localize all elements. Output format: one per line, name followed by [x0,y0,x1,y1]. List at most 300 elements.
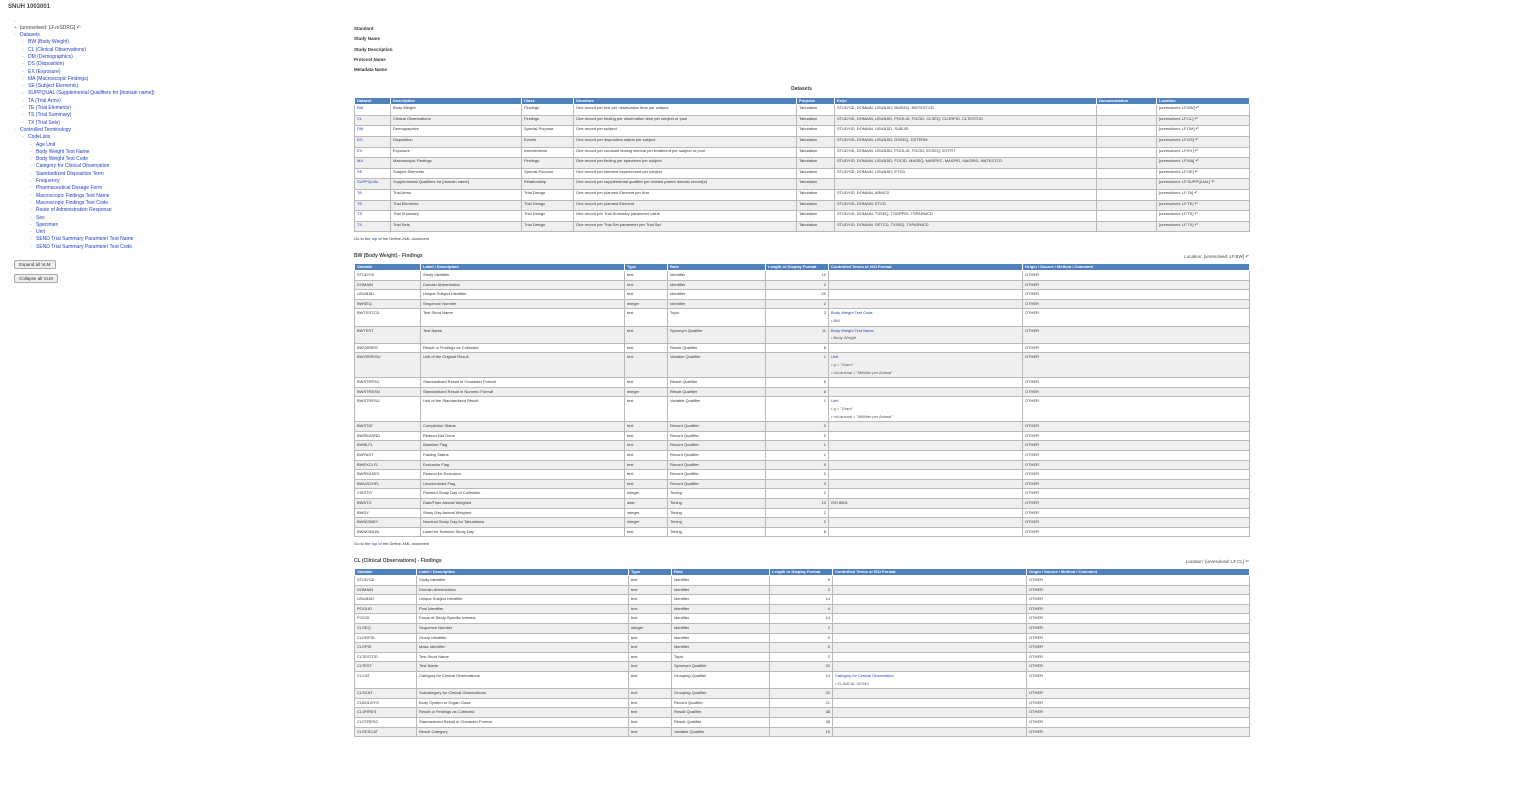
bw-location[interactable]: Location: [unresolved: LF.BW] ↶ [1184,253,1249,259]
table-row [355,200,1250,211]
variable-origin: OTHER [1025,354,1039,360]
sidebar-item-codelist[interactable] [30,142,188,149]
variable-type: text [627,272,634,278]
sidebar-codelist-link[interactable]: SEND Trial Summary Parameter Test Name [36,236,134,243]
tree-toggle-icon[interactable]: - [14,32,16,39]
tree-bullet-icon: + [14,24,17,31]
table-cell[interactable] [1157,168,1250,179]
table-row [355,147,1250,158]
dataset-location-link[interactable]: [unresolved: LF.DM] ↶ [1159,126,1200,132]
dataset-link[interactable]: SUPPQUAL [357,179,379,185]
variable-role: Timing [670,509,682,515]
table-cell[interactable] [355,179,391,190]
table-cell [770,672,833,689]
dataset-link[interactable]: EX [357,147,363,153]
dataset-location-link[interactable]: [unresolved: LF.CL] ↶ [1159,115,1198,121]
sidebar-item-codelist[interactable] [30,236,188,243]
nav-codelists-header[interactable]: - CodeLists [22,134,51,141]
table-row [355,271,1250,281]
table-cell [355,397,421,422]
sidebar-item-codelist[interactable] [30,163,188,170]
table-cell [629,652,672,662]
variable-type: text [631,663,638,669]
dataset-location-link[interactable]: [unresolved: LF.TX] ↶ [1159,221,1198,227]
table-cell [417,672,629,689]
table-cell [770,643,833,653]
variable-label: Date/Time Animal Weighed [423,499,472,505]
table-row [355,508,1250,518]
table-cell [421,299,625,309]
variable-origin: OTHER [1029,634,1043,640]
table-cell [833,595,1027,605]
table-cell [625,498,668,508]
table-cell [417,643,629,653]
column-header: Label / Description [417,568,629,576]
dataset-location-link[interactable]: [unresolved: LF.SUPPQUAL] ↶ [1159,179,1215,185]
tree-bullet-icon: - [22,53,24,60]
tree-toggle-icon[interactable]: - [14,126,16,133]
table-cell [835,168,1097,179]
dataset-link[interactable]: SE [357,168,363,174]
dataset-link[interactable]: TS [357,211,363,217]
codelist-link[interactable]: Body Weight Test Code [831,310,873,316]
table-cell [1027,624,1250,634]
sidebar-codelist-link[interactable]: Standardized Disposition Term [36,170,104,177]
variable-role: Identifier [674,596,690,602]
table-cell[interactable] [1157,158,1250,169]
tree-bullet-icon: - [22,90,24,97]
sidebar-codelist-link[interactable]: Sex [36,214,45,221]
variable-label: Fasting Status [423,451,449,457]
nav-codelists-list [8,142,188,251]
dataset-link[interactable]: BW [357,105,364,111]
sidebar-codelist-link[interactable]: Category for Clinical Observation [36,163,110,170]
table-cell [629,576,672,586]
sidebar-item-codelist[interactable] [30,171,188,178]
sidebar-codelist-link[interactable]: Unit [36,229,45,236]
variable-name: BWNOMDY [357,519,379,525]
table-cell [766,299,829,309]
goto-top-line: Go to the top of the Define-XML document [354,236,430,242]
table-cell [835,189,1097,200]
variable-origin: OTHER [1025,291,1039,297]
nav-tree [8,18,188,40]
column-header: Label / Description [421,263,625,271]
table-cell [829,378,1023,388]
table-cell [355,672,417,689]
table-row [355,353,1250,378]
variable-length: 1 [823,451,826,457]
table-cell [829,479,1023,489]
dataset-link[interactable]: TA [357,189,362,195]
table-cell [421,460,625,470]
table-cell [574,211,797,222]
nav-datasets[interactable]: - Datasets [14,32,40,39]
table-cell [1023,470,1250,480]
sidebar-codelist-link[interactable]: Route of Administration Response [36,207,112,214]
table-cell [835,211,1097,222]
table-cell[interactable] [355,221,391,232]
variable-origin: OTHER [1025,480,1039,486]
table-cell [574,200,797,211]
sidebar-dataset-link[interactable]: SE (Subject Elements) [28,83,79,90]
tree-bullet-icon: - [22,105,24,112]
sidebar-item-dataset[interactable] [22,90,188,97]
table-row [355,343,1250,353]
dataset-location-link[interactable]: [unresolved: LF.TA] ↶ [1159,189,1198,195]
sidebar-codelist-link[interactable]: Body Weight Test Code [36,156,89,163]
cell-text: STUDYID, DOMAIN, SETCD, TXSEQ, TXPARMCD [837,221,929,227]
variable-length: 1 [823,398,826,404]
codelist-link[interactable]: Body Weight Test Name [831,327,874,333]
variable-origin: OTHER [1029,673,1043,679]
table-cell [770,689,833,699]
table-cell [391,105,522,116]
sidebar-item-codelist[interactable] [30,156,188,163]
sidebar-item-dataset[interactable] [22,39,188,46]
table-row [355,498,1250,508]
variable-role: Timing [670,528,682,534]
variable-role: Record Qualifier [670,471,699,477]
sidebar-dataset-link[interactable]: TE (Trial Elements) [28,105,71,112]
table-cell [1097,221,1157,232]
nav-unresolved[interactable]: + [unresolved: LF.mSDRG] ↶ [14,24,81,31]
sidebar-codelist-link[interactable]: Frequency [36,178,60,185]
table-cell [355,299,421,309]
tree-bullet-icon: - [30,199,32,206]
table-cell[interactable] [355,158,391,169]
cell-text: Special-Purpose [524,168,554,174]
meta-standard: Standard [354,26,374,31]
table-cell[interactable] [1157,105,1250,116]
sidebar-item-codelist[interactable] [30,215,188,222]
variable-name: BWORRESU [357,354,381,360]
dataset-link[interactable]: MA [357,158,363,164]
table-row [355,137,1250,148]
table-cell[interactable] [1157,126,1250,137]
table-cell [574,189,797,200]
table-cell[interactable] [355,211,391,222]
variable-type: integer [627,509,640,515]
dataset-location-link[interactable]: [unresolved: LF.DS] ↶ [1159,137,1199,143]
cell-text: STUDYID, DOMAIN, TSSEQ, TSGRPID, TSPARMCD [837,211,933,217]
table-cell [417,576,629,586]
dataset-location-link[interactable]: [unresolved: LF.EX] ↶ [1159,147,1199,153]
table-cell[interactable] [355,147,391,158]
sidebar-item-codelist[interactable] [30,149,188,156]
table-cell [625,326,668,343]
variable-label: Test Short Name [423,310,453,316]
table-cell [668,271,766,281]
table-cell [672,633,770,643]
bw-section-title: BW (Body Weight) - Findings [354,253,423,260]
sidebar-dataset-link[interactable]: BW (Body Weight) [28,39,70,46]
sidebar-codelist-link[interactable]: Body Weight Test Name [36,148,90,155]
table-cell[interactable] [355,168,391,179]
codelist-link[interactable]: Unit [831,354,839,360]
dataset-link[interactable]: TX [357,221,363,227]
dataset-link[interactable]: DS [357,137,363,143]
sidebar-item-dataset[interactable] [22,61,188,68]
variable-type: text [631,718,638,724]
table-cell [1023,498,1250,508]
table-row [355,717,1250,727]
table-cell [829,470,1023,480]
variable-role: Variable Qualifier [670,398,701,404]
cell-text: One record per constant dosing interval per treatment per subject or pool [576,147,705,153]
sidebar-item-dataset[interactable] [22,76,188,83]
table-cell [417,585,629,595]
goto-top-link[interactable]: top [371,541,378,547]
tree-bullet-icon: - [30,163,32,170]
table-row [355,309,1250,326]
table-cell [1023,309,1250,326]
table-cell [421,431,625,441]
table-cell [1023,431,1250,441]
table-cell[interactable] [1157,115,1250,126]
table-cell [797,221,835,232]
column-header: Structure [574,97,797,105]
sidebar-item-dataset[interactable] [22,69,188,76]
cell-text: One record per planned Element per Arm [576,189,650,195]
variable-type: text [627,432,634,438]
table-cell [355,441,421,451]
table-cell [797,211,835,222]
table-cell [355,326,421,343]
sidebar-item-dataset[interactable] [22,98,188,105]
sidebar-dataset-link[interactable]: TA (Trial Arms) [28,97,61,104]
tree-bullet-icon: - [30,185,32,192]
cell-text: Trial Arms [393,189,411,195]
sidebar-dataset-link[interactable]: DM (Demographics) [28,53,73,60]
variable-type: text [631,605,638,611]
dataset-location-link[interactable]: [unresolved: LF.BW] ↶ [1159,105,1200,111]
sidebar-codelist-link[interactable]: SEND Trial Summary Parameter Test Code [36,243,133,250]
sidebar-dataset-link[interactable]: TS (Trial Summary) [28,112,72,119]
table-cell [391,221,522,232]
sidebar-dataset-link[interactable]: CL (Clinical Observations) [28,46,86,53]
table-cell[interactable] [1157,200,1250,211]
table-cell [1027,689,1250,699]
variable-name: FOCID [357,615,370,621]
variable-origin: OTHER [1029,663,1043,669]
variable-origin: OTHER [1029,728,1043,734]
table-cell[interactable] [1157,179,1250,190]
table-row [355,662,1250,672]
cell-text: Tabulation [799,115,818,121]
table-cell[interactable] [355,189,391,200]
cell-text: Tabulation [799,105,818,111]
sidebar-codelist-link[interactable]: Macroscopic Findings Test Code [36,199,109,206]
table-cell [668,378,766,388]
sidebar-dataset-link[interactable]: MA (Macroscopic Findings) [28,75,89,82]
table-row [355,489,1250,499]
cell-text: Exposure [393,147,410,153]
sidebar-item-dataset[interactable] [22,54,188,61]
meta-study-description: Study Description [354,46,393,52]
table-cell [629,595,672,605]
table-cell [1027,698,1250,708]
tree-bullet-icon: - [30,207,32,214]
table-cell [1023,387,1250,397]
cell-text: Tabulation [799,147,818,153]
table-cell [833,624,1027,634]
cell-text: Tabulation [799,179,818,185]
sidebar-item-dataset[interactable] [22,105,188,112]
nav-controlled-terminology[interactable]: - Controlled Terminology [14,126,72,133]
table-cell [829,431,1023,441]
variable-length: 38 [825,718,830,724]
table-cell [829,309,1023,326]
table-cell [355,662,417,672]
tree-toggle-icon[interactable]: - [14,17,16,24]
table-cell [668,299,766,309]
variable-origin: OTHER [1029,644,1043,650]
table-cell[interactable] [1157,189,1250,200]
cell-text: Tabulation [799,158,818,164]
table-cell [797,126,835,137]
table-cell [522,179,574,190]
table-cell [668,450,766,460]
table-cell [629,624,672,634]
table-cell[interactable] [1157,211,1250,222]
sidebar-dataset-link[interactable]: TX (Trial Sets) [28,119,61,126]
sidebar-dataset-link[interactable]: EX (Exposure) [28,68,61,75]
table-cell[interactable] [1157,137,1250,148]
variable-origin: OTHER [1025,398,1039,404]
dataset-link[interactable]: CL [357,115,363,121]
variable-label: Standardized Result in Character Format [423,379,496,385]
variable-origin: OTHER [1025,499,1039,505]
variable-type: integer [627,300,640,306]
datasets-table [354,97,1250,233]
tree-bullet-icon: - [22,39,24,46]
table-cell[interactable] [355,137,391,148]
table-cell [668,280,766,290]
variable-type: text [627,398,634,404]
variable-role: Variable Qualifier [670,354,701,360]
cell-text: Tabulation [799,211,818,217]
table-cell [355,585,417,595]
sidebar-codelist-link[interactable]: Macroscopic Findings Test Name [36,192,110,199]
table-cell [625,397,668,422]
variable-role: Record Qualifier [670,442,699,448]
table-cell [355,479,421,489]
variable-origin: OTHER [1025,432,1039,438]
sidebar-nav [8,4,188,283]
table-row [355,460,1250,470]
table-cell [766,343,829,353]
table-cell [629,698,672,708]
collapse-all-vlm-button[interactable]: Collapse all VLM [14,274,58,283]
variable-length: 10 [825,728,830,734]
sidebar-item-dataset[interactable] [22,112,188,119]
sidebar-item-dataset[interactable] [22,120,188,127]
expand-all-vlm-button[interactable]: Expand all VLM [14,260,56,269]
sidebar-item-codelist[interactable] [30,193,188,200]
variable-role: Timing [670,519,682,525]
sidebar-codelist-link[interactable]: Age Unit [36,141,56,148]
variable-name: DOMAIN [357,586,373,592]
sidebar-item-codelist[interactable] [30,222,188,229]
sidebar-item-codelist[interactable] [30,244,188,251]
variable-length: 0 [823,480,826,486]
cell-text: One record per supplemental qualifier per related parent domain record(s) [576,179,707,185]
table-cell [766,387,829,397]
variable-origin: OTHER [1025,519,1039,525]
sidebar-item-dataset[interactable] [22,83,188,90]
variable-type: text [627,528,634,534]
column-header: Variable [355,263,421,271]
table-cell [355,280,421,290]
codelist-item: • BW [831,318,840,324]
table-cell [668,343,766,353]
cl-location[interactable]: Location: [unresolved: LF.CL] ↶ [1185,558,1249,564]
variable-length: 14 [825,615,830,621]
sidebar-item-codelist[interactable] [30,207,188,214]
variable-length: 2 [827,653,830,659]
sidebar-item-codelist[interactable] [30,178,188,185]
dataset-location-link[interactable]: [unresolved: LF.SE] ↶ [1159,168,1199,174]
sidebar-dataset-link[interactable]: DS (Disposition) [28,61,65,68]
variable-origin: OTHER [1025,490,1039,496]
cell-text: One record per Trial Summary parameter value [576,211,660,217]
sidebar-item-codelist[interactable] [30,229,188,236]
table-cell [672,698,770,708]
table-cell [421,387,625,397]
dataset-location-link[interactable]: [unresolved: LF.TE] ↶ [1159,200,1198,206]
table-cell[interactable] [1157,147,1250,158]
goto-top-link[interactable]: top [371,236,378,242]
variable-length: 21 [825,699,830,705]
table-cell [355,604,417,614]
table-cell[interactable] [355,126,391,137]
variable-label: Subcategory for Clinical Observations [419,690,486,696]
table-cell [1027,708,1250,718]
sidebar-dataset-link[interactable]: SUPPQUAL (Supplemental Qualifiers for [domain name]) [28,90,155,97]
table-cell [829,271,1023,281]
dataset-location-link[interactable]: [unresolved: LF.TS] ↶ [1159,211,1198,217]
codelist-link[interactable]: Category for Clinical Observation [835,673,894,679]
sidebar-codelist-link[interactable]: Pharmaceutical Dosage Form [36,185,103,192]
tree-bullet-icon: - [30,236,32,243]
table-cell[interactable] [1157,221,1250,232]
dataset-location-link[interactable]: [unresolved: LF.MA] ↶ [1159,158,1199,164]
meta-metadata-name: Metadata Name [354,67,388,73]
variable-label: Unscheduled Flag [423,480,456,486]
dataset-link[interactable]: TE [357,200,363,206]
table-cell [522,126,574,137]
table-cell [355,698,417,708]
table-cell[interactable] [355,105,391,116]
sidebar-item-codelist[interactable] [30,185,188,192]
sidebar-item-codelist[interactable] [30,200,188,207]
codelist-link[interactable]: Unit [831,398,839,404]
table-cell [829,280,1023,290]
table-cell [522,189,574,200]
tree-toggle-icon[interactable]: - [22,134,24,141]
table-row [355,105,1250,116]
sidebar-item-dataset[interactable] [22,47,188,54]
table-cell[interactable] [355,115,391,126]
variable-type: integer [627,388,640,394]
table-cell [1027,576,1250,586]
dataset-link[interactable]: DM [357,126,364,132]
table-cell[interactable] [355,200,391,211]
table-cell [421,489,625,499]
sidebar-codelist-link[interactable]: Specimen [36,221,59,228]
table-row [355,672,1250,689]
